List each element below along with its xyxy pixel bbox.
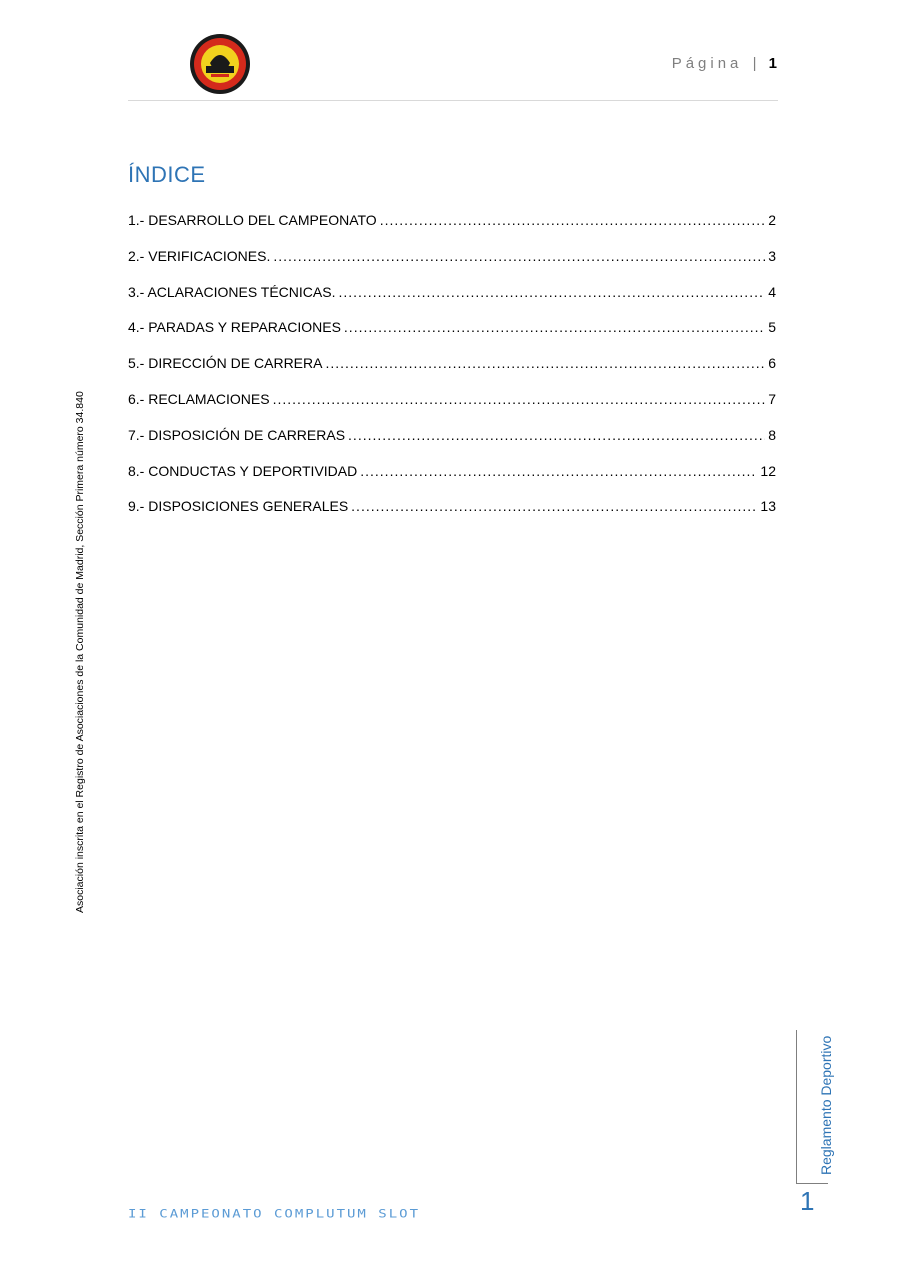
toc-leader-dots [348, 427, 765, 443]
header-page-label [672, 55, 777, 72]
toc-entry[interactable] [128, 355, 776, 391]
toc-entry-page: 13 [760, 498, 776, 515]
toc-entry-page: 6 [768, 355, 776, 372]
page-number: 1 [768, 55, 777, 72]
toc-entry[interactable] [128, 427, 776, 463]
toc-entry[interactable] [128, 284, 776, 320]
toc-leader-dots [338, 284, 765, 300]
club-shield-logo-icon [189, 33, 251, 95]
toc-entry-label: 2.- VERIFICACIONES. [128, 247, 271, 264]
footer-championship-title: II CAMPEONATO COMPLUTUM SLOT [128, 1208, 421, 1221]
toc-entry-label: 1.- DESARROLLO DEL CAMPEONATO [128, 212, 377, 228]
toc-entry-label: 9.- DISPOSICIONES GENERALES [128, 498, 349, 515]
toc-leader-dots [380, 212, 766, 228]
toc-entry-label: 7.- DISPOSICIÓN DE CARRERAS [128, 426, 346, 443]
toc-leader-dots [273, 248, 765, 264]
page-separator: | [752, 55, 757, 72]
toc-leader-dots [325, 355, 765, 371]
toc-entry[interactable] [128, 391, 776, 427]
toc-entry-page: 5 [768, 319, 776, 336]
toc-entry-label: 3.- ACLARACIONES TÉCNICAS. [128, 283, 336, 300]
page-word: Página [671, 55, 743, 72]
toc-entry-page: 8 [768, 426, 776, 443]
header-divider [128, 100, 778, 101]
toc-entry[interactable] [128, 319, 776, 355]
association-registration-note: Asociación inscrita en el Registro de Asociaciones de la Comunidad de Madrid, Sección Primera número 34.840 [74, 391, 86, 913]
toc-entry[interactable] [128, 248, 776, 284]
toc-entry-label: 5.- DIRECCIÓN DE CARRERA [128, 355, 323, 372]
side-panel-title: Reglamento Deportivo [818, 1035, 834, 1175]
side-panel-rule [796, 1183, 828, 1184]
toc-entry-page: 3 [768, 247, 776, 264]
toc-entry-label: 6.- RECLAMACIONES [128, 390, 270, 407]
side-panel-vertical-rule [796, 1030, 797, 1184]
toc-entry[interactable] [128, 463, 776, 499]
toc-leader-dots [344, 319, 765, 335]
toc-leader-dots [273, 391, 766, 407]
toc-leader-dots [360, 463, 757, 479]
toc-leader-dots [351, 498, 757, 514]
toc-entry-label: 4.- PARADAS Y REPARACIONES [128, 319, 341, 336]
side-panel-page-number: 1 [800, 1186, 815, 1216]
toc-entry[interactable] [128, 498, 776, 534]
toc-entry-page: 12 [760, 462, 776, 479]
toc-entry-page: 7 [768, 390, 776, 407]
toc-entry-label: 8.- CONDUCTAS Y DEPORTIVIDAD [128, 462, 358, 479]
table-of-contents [128, 212, 776, 534]
toc-entry-page: 4 [768, 283, 776, 300]
toc-entry[interactable] [128, 212, 776, 248]
toc-title: ÍNDICE [128, 162, 206, 187]
toc-entry-page: 2 [768, 212, 776, 228]
